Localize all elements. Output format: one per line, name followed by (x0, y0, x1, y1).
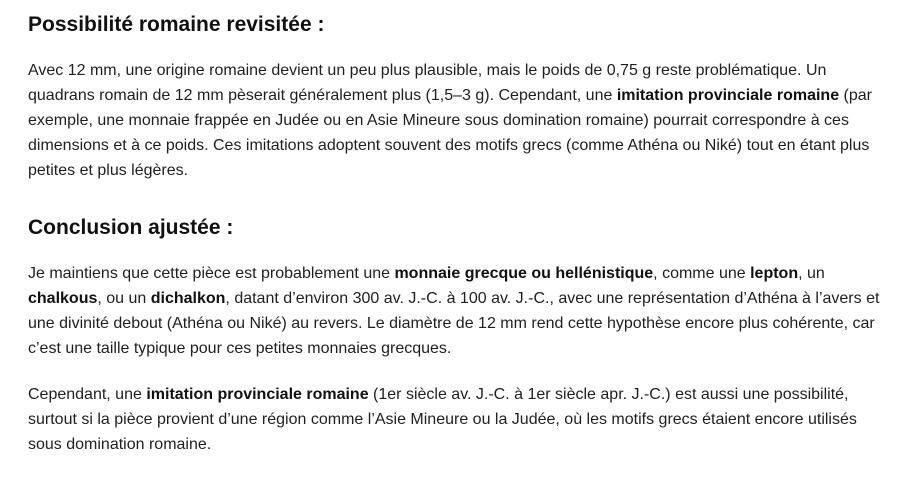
text-segment: (par exemple, une monnaie frappée en Judée ou en Asie Mineure sous domination romaine) pourrait correspondre à ces dimensions et à ce poids. Ces imitations adoptent souvent des motifs grecs (comme Athéna ou Niké) tout en étant plus petites et plus légères. (28, 87, 872, 179)
bold-text-segment: lepton (750, 265, 799, 282)
bold-text-segment: monnaie grecque ou hellénistique (394, 265, 654, 282)
text-segment: (1er siècle av. J.-C. à 1er siècle apr. J.-C.) est aussi une possibilité, surtout si la pièce provient d’une région comme l’Asie Mineure ou la Judée, où les motifs grecs étaient encore utilisés sous domination romaine. (28, 386, 857, 453)
bold-text-segment: imitation provinciale romaine (616, 87, 840, 104)
paragraph-conclusion-roman-imitation (28, 382, 894, 457)
text-segment: , un (798, 265, 825, 282)
paragraph-conclusion-greek (28, 261, 894, 361)
text-segment: Cependant, une (28, 386, 147, 403)
text-segment: , ou un (97, 290, 151, 307)
section-heading-conclusion: Conclusion ajustée : (28, 216, 234, 239)
response-content (28, 0, 894, 457)
text-segment: Je maintiens que cette pièce est probablement une (28, 265, 395, 282)
bold-text-segment: chalkous (28, 290, 98, 307)
paragraph-roman-possibility (28, 58, 894, 183)
text-segment: Avec 12 mm, une origine romaine devient un peu plus plausible, mais le poids de 0,75 g reste problématique. Un quadrans romain de 12 mm pèserait généralement plus (1,5–3 g). Cependant, une (28, 62, 827, 104)
text-segment: , comme une (653, 265, 751, 282)
section-heading-roman-possibility: Possibilité romaine revisitée : (28, 13, 325, 36)
bold-text-segment: imitation provinciale romaine (146, 386, 369, 403)
bold-text-segment: dichalkon (150, 290, 226, 307)
text-segment: , datant d’environ 300 av. J.-C. à 100 av. J.-C., avec une représentation d’Athéna à l’avers et une divinité debout (Athéna ou Niké) au revers. Le diamètre de 12 mm rend cette hypothèse encore plus cohérente, car c’est une taille typique pour ces petites monnaies grecques. (28, 290, 880, 357)
